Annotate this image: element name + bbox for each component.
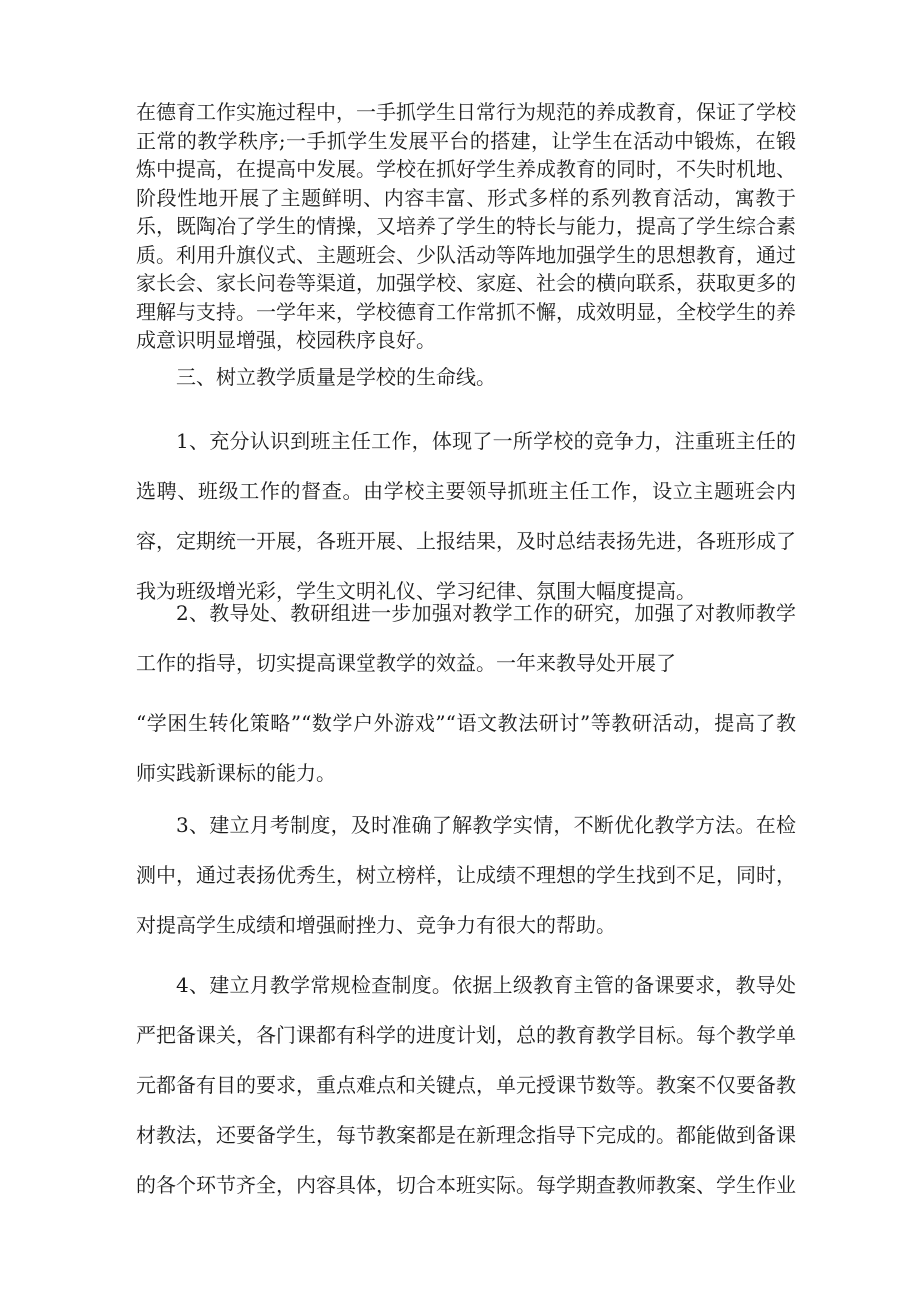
paragraph-item-2-continued: “学困生转化策略”“数学户外游戏”“语文教法研讨”等教研活动，提高了教师实践新课标的能力。: [136, 711, 796, 785]
paragraph-item-3: 3、建立月考制度，及时准确了解教学实情，不断优化教学方法。在检测中，通过表扬优秀生，树立榜样，让成绩不理想的学生找到不足，同时，对提高学生成绩和增强耐挫力、竞争力有很大的帮助。: [136, 813, 796, 937]
paragraph-item-4: 4、建立月教学常规检查制度。依据上级教育主管的备课要求，教导处严把备课关，各门课都有科学的进度计划，总的教育教学目标。每个教学单元都备有目的要求，重点难点和关键点，单元授课节数等。教案不仅要备教材教法，还要备学生，每节教案都是在新理念指导下完成的。都能做到备课的各个环节齐全，内容具体，切合本班实际。每学期查教师教案、学生作业: [136, 973, 796, 1197]
paragraph-item-2: 2、教导处、教研组进一步加强对教学工作的研究，加强了对教师教学工作的指导，切实提高课堂教学的效益。一年来教导处开展了: [136, 601, 796, 675]
moral-education-paragraph: 在德育工作实施过程中，一手抓学生日常行为规范的养成教育，保证了学校正常的教学秩序;一手抓学生发展平台的搭建，让学生在活动中锻炼，在锻炼中提高，在提高中发展。学校在抓好学生养成教育的同时，不失时机地、阶段性地开展了主题鲜明、内容丰富、形式多样的系列教育活动，寓教于乐，既陶冶了学生的情操，又培养了学生的特长与能力，提高了学生综合素质。利用升旗仪式、主题班会、少队活动等阵地加强学生的思想教育，通过家长会、家长问卷等渠道，加强学校、家庭、社会的横向联系，获取更多的理解与支持。一学年来，学校德育工作常抓不懈，成效明显，全校学生的养成意识明显增强，校园秩序良好。: [136, 100, 796, 352]
section-heading-teaching-quality: 三、树立教学质量是学校的生命线。: [176, 365, 496, 389]
paragraph-item-1: 1、充分认识到班主任工作，体现了一所学校的竞争力，注重班主任的选聘、班级工作的督查。由学校主要领导抓班主任工作，设立主题班会内容，定期统一开展，各班开展、上报结果，及时总结表扬先进，各班形成了我为班级增光彩，学生文明礼仪、学习纪律、氛围大幅度提高。: [136, 429, 796, 603]
